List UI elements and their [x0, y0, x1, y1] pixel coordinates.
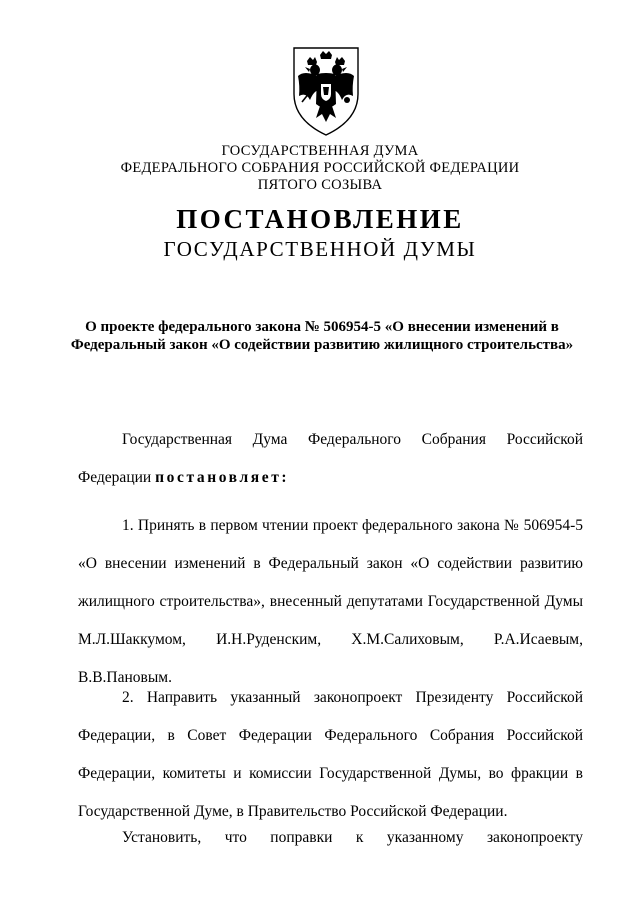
document-subtitle: ГОСУДАРСТВЕННОЙ ДУМЫ — [163, 237, 477, 261]
item-3-text: Установить, что поправки к указанному законопроекту — [122, 829, 583, 846]
intro-text: Государственная Дума Федерального Собрания Российской Федерации — [78, 431, 583, 486]
resolves-keyword: постановляет: — [155, 469, 290, 486]
header-line-2: ФЕДЕРАЛЬНОГО СОБРАНИЯ РОССИЙСКОЙ ФЕДЕРАЦИИ — [120, 160, 520, 176]
paragraph-item-3 — [78, 819, 583, 857]
issuing-body-header — [0, 143, 640, 194]
paragraph-item-2 — [78, 679, 583, 831]
intro-paragraph — [78, 421, 583, 497]
coat-of-arms-icon — [290, 42, 362, 138]
bill-title: О проекте федерального закона № 506954-5 «О внесении изменений в Федеральный закон «О содействии развитию жилищного строительства» — [70, 319, 574, 353]
header-line-3: ПЯТОГО СОЗЫВА — [257, 177, 383, 193]
header-line-1: ГОСУДАРСТВЕННАЯ ДУМА — [221, 143, 419, 159]
document-title: ПОСТАНОВЛЕНИЕ — [176, 204, 464, 234]
item-2-text: 2. Направить указанный законопроект Президенту Российской Федерации, в Совет Федерации Федерального Собрания Российской Федерации, комитеты и комиссии Государственной Думы, во фракции в Государственной Думе, в Правительство Российской Федерации. — [78, 689, 583, 820]
item-1-text: 1. Принять в первом чтении проект федерального закона № 506954-5 «О внесении изменений в Федеральный закон «О содействии развитию жилищного строительства», внесенный депутатами Государственной Думы М.Л.Шаккумом, И.Н.Руденским, Х.М.Салиховым, Р.А.Исаевым, В.В.Пановым. — [78, 517, 583, 686]
paragraph-item-1 — [78, 507, 583, 697]
